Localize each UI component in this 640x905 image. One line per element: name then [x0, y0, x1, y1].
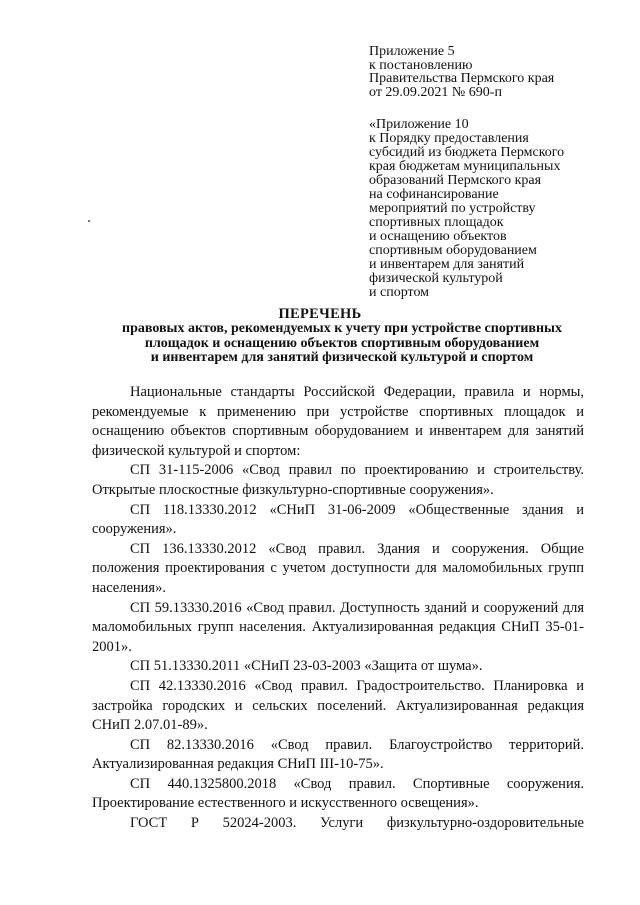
- appendix-ref-line: и инвентарем для занятий: [369, 257, 525, 272]
- scan-speck: [88, 220, 90, 222]
- appendix-ref-line: образований Пермского края: [369, 173, 542, 188]
- document-body: [92, 383, 584, 834]
- list-item: СП 136.13330.2012 «Свод правил. Здания и сооружения. Общие положения проектирования с учетом доступности для маломобильных групп населения».: [92, 540, 584, 596]
- appendix-ref-line: спортивным оборудованием: [369, 243, 537, 258]
- appendix-ref-line: на софинансирование: [369, 187, 499, 202]
- list-item: ГОСТ Р 52024-2003. Услуги физкультурно-оздоровительные: [130, 815, 584, 832]
- appendix-header-line: Правительства Пермского края: [369, 71, 555, 87]
- document-title: ПЕРЕЧЕНЬ: [278, 306, 362, 322]
- subtitle-line: правовых актов, рекомендуемых к учету при устройстве спортивных: [122, 321, 562, 336]
- appendix-reference: [369, 118, 609, 300]
- appendix-ref-line: спортивных площадок: [369, 215, 504, 230]
- list-item: СП 51.13330.2011 «СНиП 23-03-2003 «Защита от шума».: [130, 658, 483, 675]
- list-item: СП 82.13330.2016 «Свод правил. Благоустройство территорий. Актуализированная редакция СНиП III-10-75».: [92, 736, 584, 773]
- intro-paragraph: Национальные стандарты Российской Федерации, правила и нормы, рекомендуемые к применению при устройстве спортивных площадок и оснащению объектов спортивным оборудованием и инвентарем для занятий физической культурой и спортом:: [92, 384, 584, 459]
- appendix-ref-line: края бюджетам муниципальных: [369, 159, 561, 174]
- appendix-header-line: от 29.09.2021 № 690-п: [369, 84, 502, 100]
- appendix-header-line: Приложение 5: [369, 44, 455, 59]
- appendix-ref-line: физической культурой: [369, 271, 503, 286]
- document-subtitle: [92, 322, 592, 366]
- appendix-ref-line: к Порядку предоставления: [369, 131, 529, 146]
- subtitle-line: площадок и оснащению объектов спортивным оборудованием: [144, 335, 540, 351]
- appendix-header: [369, 45, 609, 99]
- list-item: СП 59.13330.2016 «Свод правил. Доступность зданий и сооружений для маломобильных групп населения. Актуализированная редакция СНиП 35-01-2001».: [92, 599, 584, 655]
- list-item: СП 31-115-2006 «Свод правил по проектированию и строительству. Открытые плоскостные физкультурно-спортивные сооружения».: [92, 462, 584, 498]
- list-item: СП 440.1325800.2018 «Свод правил. Спортивные сооружения. Проектирование естественного и искусственного освещения».: [92, 775, 584, 812]
- appendix-header-line: к постановлению: [369, 57, 473, 73]
- appendix-ref-line: «Приложение 10: [369, 117, 469, 132]
- subtitle-line: и инвентарем для занятий физической культурой и спортом: [150, 350, 534, 365]
- appendix-ref-line: мероприятий по устройству: [369, 201, 536, 216]
- appendix-ref-line: и спортом: [369, 285, 430, 300]
- list-item: СП 42.13330.2016 «Свод правил. Градостроительство. Планировка и застройка городских и сельских поселений. Актуализированная редакция СНиП 2.07.01-89».: [92, 677, 584, 734]
- list-item: СП 118.13330.2012 «СНиП 31-06-2009 «Общественные здания и сооружения».: [92, 501, 584, 538]
- appendix-ref-line: и оснащению объектов: [369, 229, 507, 244]
- appendix-ref-line: субсидий из бюджета Пермского: [369, 145, 565, 160]
